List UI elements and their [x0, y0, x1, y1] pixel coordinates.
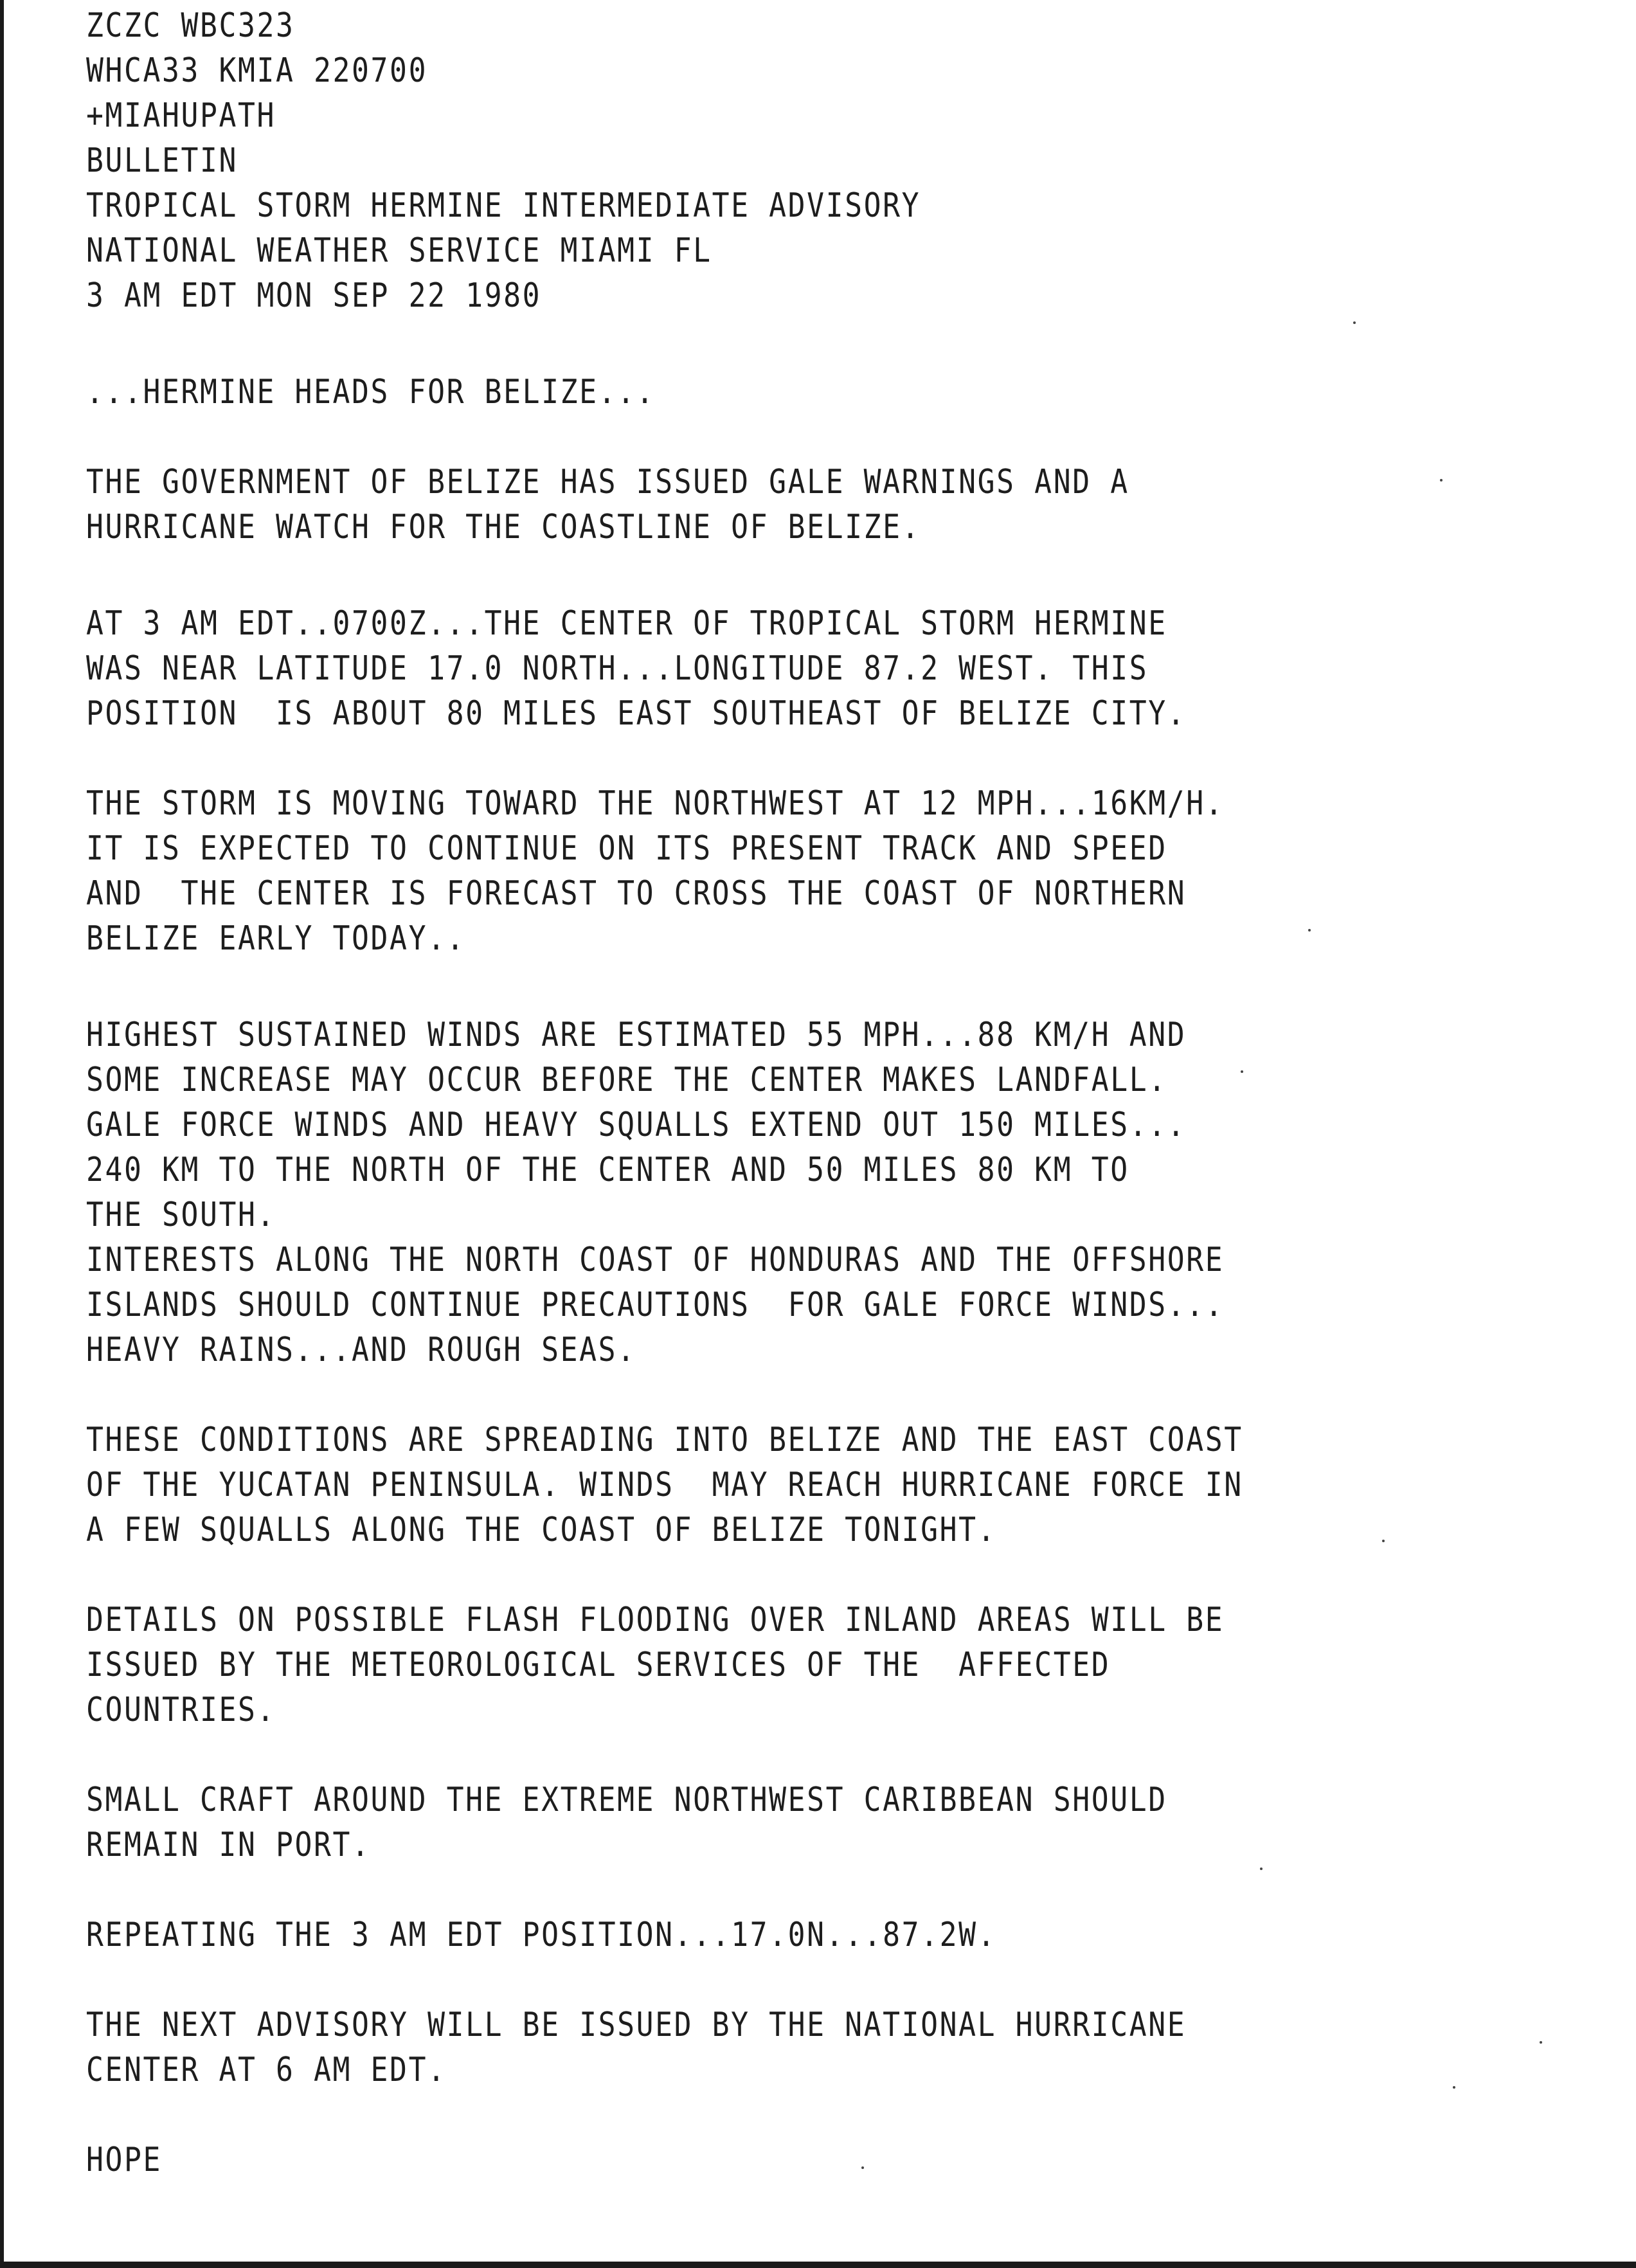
scan-speck: [1241, 1070, 1243, 1073]
body-line: GALE FORCE WINDS AND HEAVY SQUALLS EXTEND OUT 150 MILES...: [86, 1106, 1187, 1144]
body-line: SOME INCREASE MAY OCCUR BEFORE THE CENTER MAKES LANDFALL.: [86, 1061, 1167, 1099]
signature-line: HOPE: [86, 2141, 163, 2179]
header-line: NATIONAL WEATHER SERVICE MIAMI FL: [86, 231, 712, 270]
scan-speck: [1453, 2086, 1455, 2089]
header-line: WHCA33 KMIA 220700: [86, 51, 428, 90]
body-line: A FEW SQUALLS ALONG THE COAST OF BELIZE TONIGHT.: [86, 1511, 997, 1549]
header-line: BULLETIN: [86, 141, 238, 180]
header-line: +MIAHUPATH: [86, 96, 276, 135]
body-line: CENTER AT 6 AM EDT.: [86, 2051, 447, 2089]
body-line: OF THE YUCATAN PENINSULA. WINDS MAY REACH HURRICANE FORCE IN: [86, 1466, 1243, 1504]
header-line: 3 AM EDT MON SEP 22 1980: [86, 276, 542, 315]
body-line: COUNTRIES.: [86, 1691, 276, 1729]
body-line: REPEATING THE 3 AM EDT POSITION...17.0N...87.2W.: [86, 1916, 997, 1954]
body-line: AT 3 AM EDT..0700Z...THE CENTER OF TROPICAL STORM HERMINE: [86, 604, 1167, 643]
scan-speck: [1260, 1868, 1263, 1870]
scan-speck: [1540, 2041, 1542, 2044]
body-line: THE SOUTH.: [86, 1196, 276, 1234]
body-line: DETAILS ON POSSIBLE FLASH FLOODING OVER INLAND AREAS WILL BE: [86, 1601, 1225, 1639]
scan-speck: [1440, 479, 1443, 482]
body-line: THE GOVERNMENT OF BELIZE HAS ISSUED GALE WARNINGS AND A: [86, 463, 1129, 501]
body-line: SMALL CRAFT AROUND THE EXTREME NORTHWEST CARIBBEAN SHOULD: [86, 1781, 1167, 1819]
scan-speck: [1353, 321, 1356, 324]
body-line: REMAIN IN PORT.: [86, 1826, 371, 1864]
body-line: ISLANDS SHOULD CONTINUE PRECAUTIONS FOR GALE FORCE WINDS...: [86, 1286, 1225, 1324]
headline: ...HERMINE HEADS FOR BELIZE...: [86, 373, 656, 411]
body-line: POSITION IS ABOUT 80 MILES EAST SOUTHEAST OF BELIZE CITY.: [86, 694, 1187, 733]
body-line: HURRICANE WATCH FOR THE COASTLINE OF BELIZE.: [86, 508, 921, 546]
body-line: IT IS EXPECTED TO CONTINUE ON ITS PRESENT TRACK AND SPEED: [86, 829, 1167, 868]
body-line: AND THE CENTER IS FORECAST TO CROSS THE COAST OF NORTHERN: [86, 874, 1187, 913]
body-line: HEAVY RAINS...AND ROUGH SEAS.: [86, 1331, 636, 1369]
scan-edge-bottom: [0, 2262, 1636, 2268]
body-line: THESE CONDITIONS ARE SPREADING INTO BELIZE AND THE EAST COAST: [86, 1421, 1243, 1459]
body-line: INTERESTS ALONG THE NORTH COAST OF HONDURAS AND THE OFFSHORE: [86, 1241, 1225, 1279]
body-line: ISSUED BY THE METEOROLOGICAL SERVICES OF THE AFFECTED: [86, 1646, 1111, 1684]
header-line: ZCZC WBC323: [86, 6, 295, 45]
body-line: 240 KM TO THE NORTH OF THE CENTER AND 50 MILES 80 KM TO: [86, 1151, 1129, 1189]
header-line: TROPICAL STORM HERMINE INTERMEDIATE ADVISORY: [86, 186, 921, 225]
scan-speck: [861, 2166, 864, 2169]
scan-speck: [1382, 1540, 1385, 1542]
scan-edge-left: [0, 0, 4, 2268]
body-line: WAS NEAR LATITUDE 17.0 NORTH...LONGITUDE 87.2 WEST. THIS: [86, 649, 1149, 688]
scan-speck: [1308, 929, 1311, 932]
body-line: THE STORM IS MOVING TOWARD THE NORTHWEST AT 12 MPH...16KM/H.: [86, 784, 1225, 823]
body-line: BELIZE EARLY TODAY..: [86, 919, 466, 958]
body-line: THE NEXT ADVISORY WILL BE ISSUED BY THE NATIONAL HURRICANE: [86, 2006, 1187, 2044]
body-line: HIGHEST SUSTAINED WINDS ARE ESTIMATED 55 MPH...88 KM/H AND: [86, 1016, 1187, 1054]
